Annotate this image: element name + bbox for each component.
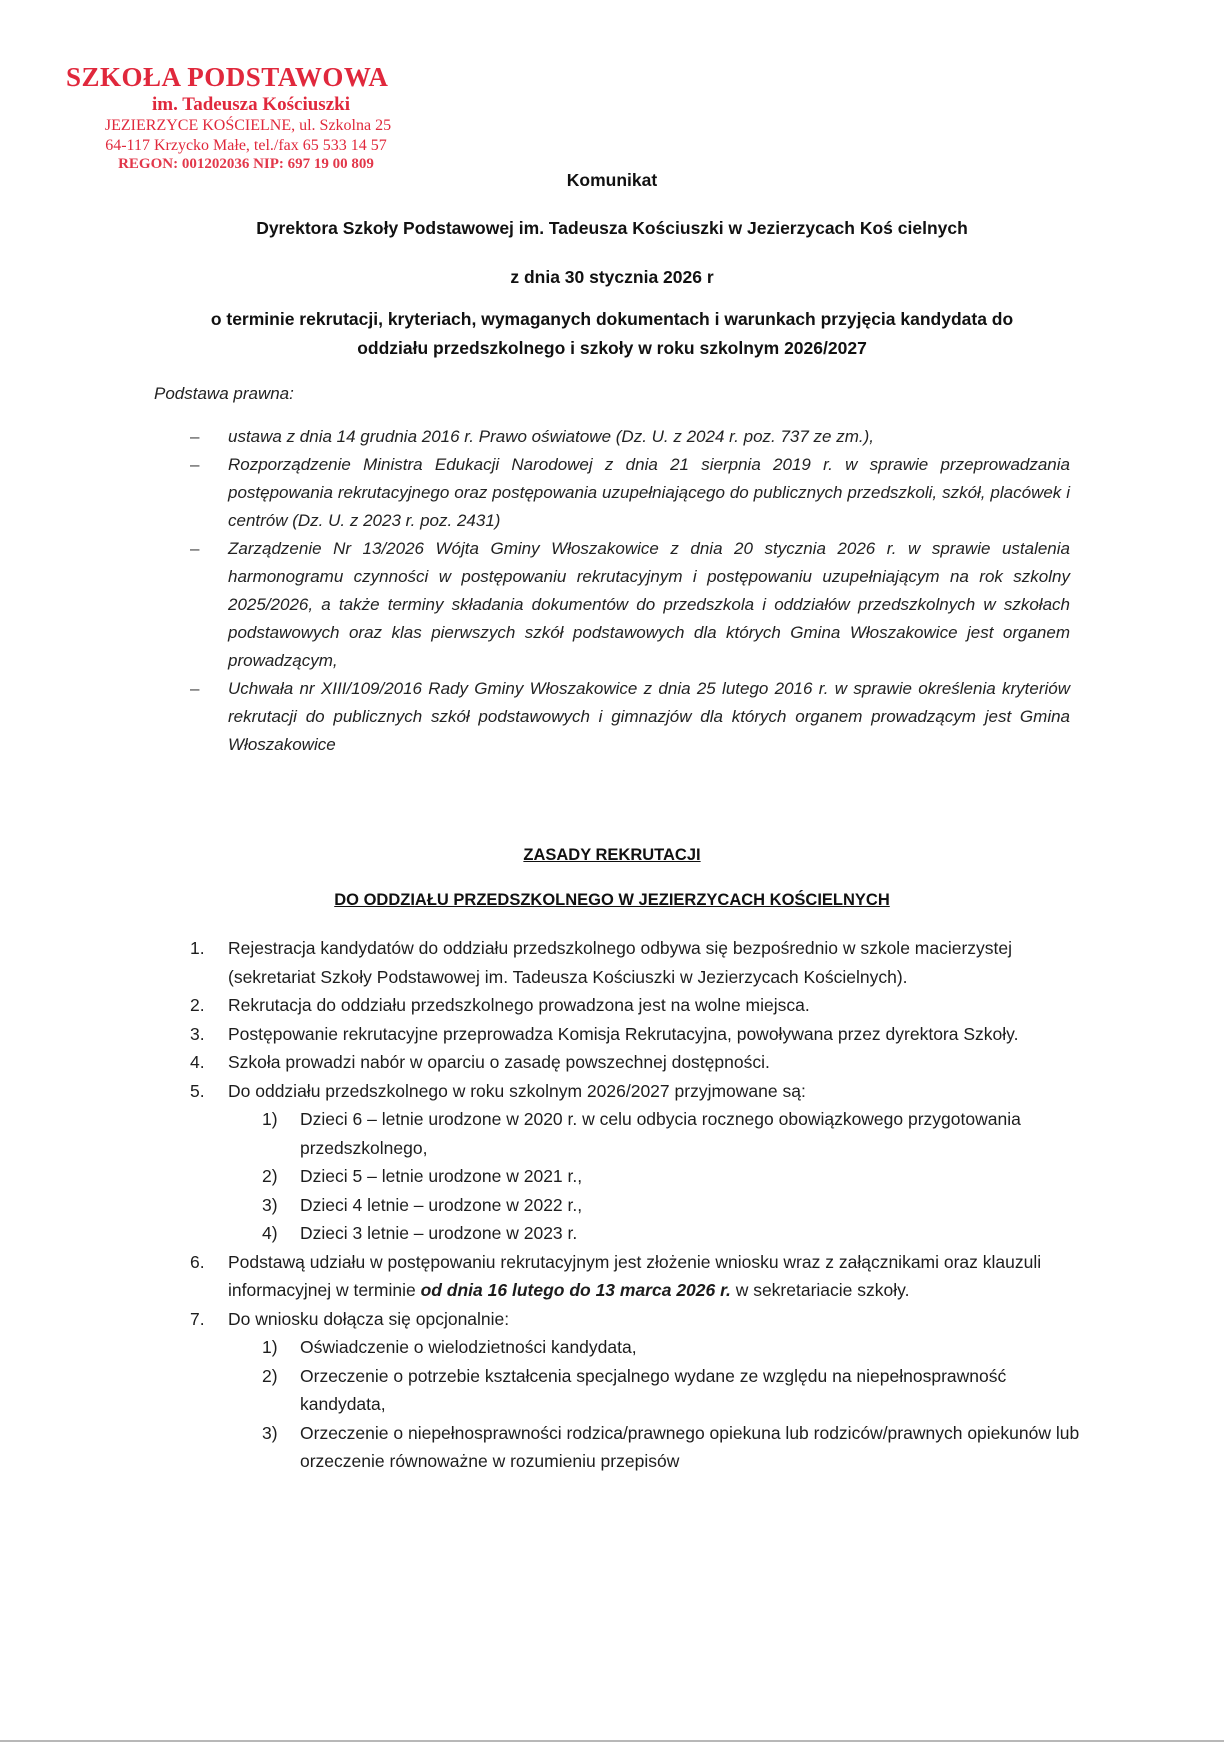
rule-text: Podstawą udziału w postępowaniu rekrutacyjnym jest złożenie wniosku wraz z załącznikami oraz klauzuli informacyjnej w terminie [228,1251,1042,1300]
legal-basis-item [190,675,1070,759]
rules-list [190,934,1090,1476]
rules-subtitle: DO ODDZIAŁU PRZEDSZKOLNEGO W JEZIERZYCACH KOŚCIELNYCH [334,891,890,909]
age-group-item [262,1162,1090,1191]
stamp-ids: REGON: 001202036 NIP: 697 19 00 809 [118,156,374,172]
optional-documents-list [228,1333,1090,1476]
dash-bullet-icon: – [190,679,200,698]
sub-text: Orzeczenie o niepełnosprawności rodzica/prawnego opiekuna lub rodziców/prawnych opiekunów lub orzeczenie równoważne w rozumieniu przepisów [300,1422,1080,1471]
rule-number: 2. [190,995,205,1015]
legal-basis-list [190,423,1070,759]
rule-text: Do oddziału przedszkolnego w roku szkolnym 2026/2027 przyjmowane są: [228,1080,806,1101]
rule-number: 7. [190,1308,205,1329]
age-group-item [262,1191,1090,1220]
stamp-school-name: SZKOŁA PODSTAWOWA [66,62,389,92]
rule-item [190,991,1090,1020]
sub-number: 3) [262,1194,278,1215]
sub-text: Dzieci 6 – letnie urodzone w 2020 r. w celu odbycia rocznego obowiązkowego przygotowania przedszkolnego, [300,1109,1021,1158]
doc-type-text: Komunikat [566,170,658,190]
sub-text: Dzieci 5 – letnie urodzone w 2021 r., [300,1166,583,1186]
rule-number: 6. [190,1251,205,1272]
rule-text: Do wniosku dołącza się opcjonalnie: [228,1308,510,1329]
rule-text: Postępowanie rekrutacyjne przeprowadza Komisja Rekrutacyjna, powoływana przez dyrektora Szkoły. [228,1023,1019,1044]
legal-basis-text: Rozporządzenie Ministra Edukacji Narodowej z dnia 21 sierpnia 2019 r. w sprawie przeprowadzania postępowania rekrutacyjnego oraz postępowania uzupełniającego do publicznych przedszkoli, szkół, placówek i centrów (Dz. U. z 2023 r. poz. 2431) [228,455,1070,530]
age-group-item [262,1219,1090,1248]
rule-item [190,1305,1090,1476]
sub-number: 4) [262,1223,278,1243]
rule-item [190,934,1090,991]
rule-number: 3. [190,1023,205,1044]
school-stamp [66,62,426,173]
rule-item [190,1048,1090,1077]
doc-type-heading [0,168,1224,192]
sub-text: Oświadczenie o wielodzietności kandydata, [300,1337,637,1357]
rule-text: w sekretariacie szkoły. [730,1280,910,1300]
optional-document-item [262,1333,1090,1362]
sub-text: Dzieci 3 letnie – urodzone w 2023 r. [300,1223,578,1243]
date-line: z dnia 30 stycznia 2026 r [510,267,714,287]
sub-number: 3) [262,1422,278,1443]
sub-number: 2) [262,1166,278,1186]
rule-number: 4. [190,1052,205,1072]
stamp-contact: 64-117 Krzycko Małe, tel./fax 65 533 14 57 [105,137,387,154]
page-bottom-edge [0,1740,1224,1742]
sub-number: 1) [262,1109,278,1129]
optional-document-item [262,1419,1090,1476]
rule-item [190,1248,1090,1305]
rules-title: ZASADY REKRUTACJI [523,846,701,864]
dash-bullet-icon: – [190,539,200,558]
sub-text: Dzieci 4 letnie – urodzone w 2022 r., [300,1194,583,1215]
dash-bullet-icon: – [190,427,200,446]
legal-basis-text: ustawa z dnia 14 grudnia 2016 r. Prawo oświatowe (Dz. U. z 2024 r. poz. 737 ze zm.), [228,427,874,446]
rule-item [190,1077,1090,1248]
legal-basis-label: Podstawa prawna: [154,384,294,403]
legal-basis-item [190,451,1070,535]
sub-text: Orzeczenie o potrzebie kształcenia specjalnego wydane ze względu na niepełnosprawność kandydata, [300,1365,1007,1414]
stamp-address: JEZIERZYCE KOŚCIELNE, ul. Szkolna 25 [104,117,392,134]
legal-basis-item [190,535,1070,675]
rule-text: Rekrutacja do oddziału przedszkolnego prowadzona jest na wolne miejsca. [228,995,810,1015]
dash-bullet-icon: – [190,455,200,474]
rule-number: 5. [190,1080,205,1101]
legal-basis-item [190,423,1070,451]
stamp-patron: im. Tadeusza Kościuszki [152,94,350,115]
rule-text: Rejestracja kandydatów do oddziału przedszkolnego odbywa się bezpośrednio w szkole macierzystej (sekretariat Szkoły Podstawowej im. Tadeusza Kościuszki w Jezierzycach Kościelnych). [228,938,1013,987]
deadline-emphasis: od dnia 16 lutego do 13 marca 2026 r. [420,1280,731,1300]
optional-document-item [262,1362,1090,1419]
age-group-item [262,1105,1090,1162]
rule-text: Szkoła prowadzi nabór w oparciu o zasadę powszechnej dostępności. [228,1052,770,1072]
rule-item [190,1020,1090,1049]
subject-line-1: o terminie rekrutacji, kryteriach, wymaganych dokumentach i warunkach przyjęcia kandydata do [210,309,1014,329]
issuer-line: Dyrektora Szkoły Podstawowej im. Tadeusza Kościuszki w Jezierzycach Koś cielnych [256,218,968,238]
rule-number: 1. [190,938,205,958]
legal-basis-text: Uchwała nr XIII/109/2016 Rady Gminy Włoszakowice z dnia 25 lutego 2016 r. w sprawie określenia kryteriów rekrutacji do publicznych szkół podstawowych i gimnazjów dla których organem prowadzącym jest Gmina Włoszakowice [228,679,1070,754]
sub-number: 2) [262,1365,278,1386]
age-groups-list [228,1105,1090,1248]
legal-basis-text: Zarządzenie Nr 13/2026 Wójta Gminy Włoszakowice z dnia 20 stycznia 2026 r. w sprawie ustalenia harmonogramu czynności w postępowaniu rekrutacyjnym i postępowaniu uzupełniającym na rok szkolny 2025/2026, a także terminy składania dokumentów do przedszkola i oddziałów przedszkolnych w szkołach podstawowych oraz klas pierwszych szkół podstawowych dla których Gmina Włoszakowice jest organem prowadzącym, [228,539,1070,670]
sub-number: 1) [262,1337,278,1357]
subject-line-2: oddziału przedszkolnego i szkoły w roku szkolnym 2026/2027 [357,338,867,358]
